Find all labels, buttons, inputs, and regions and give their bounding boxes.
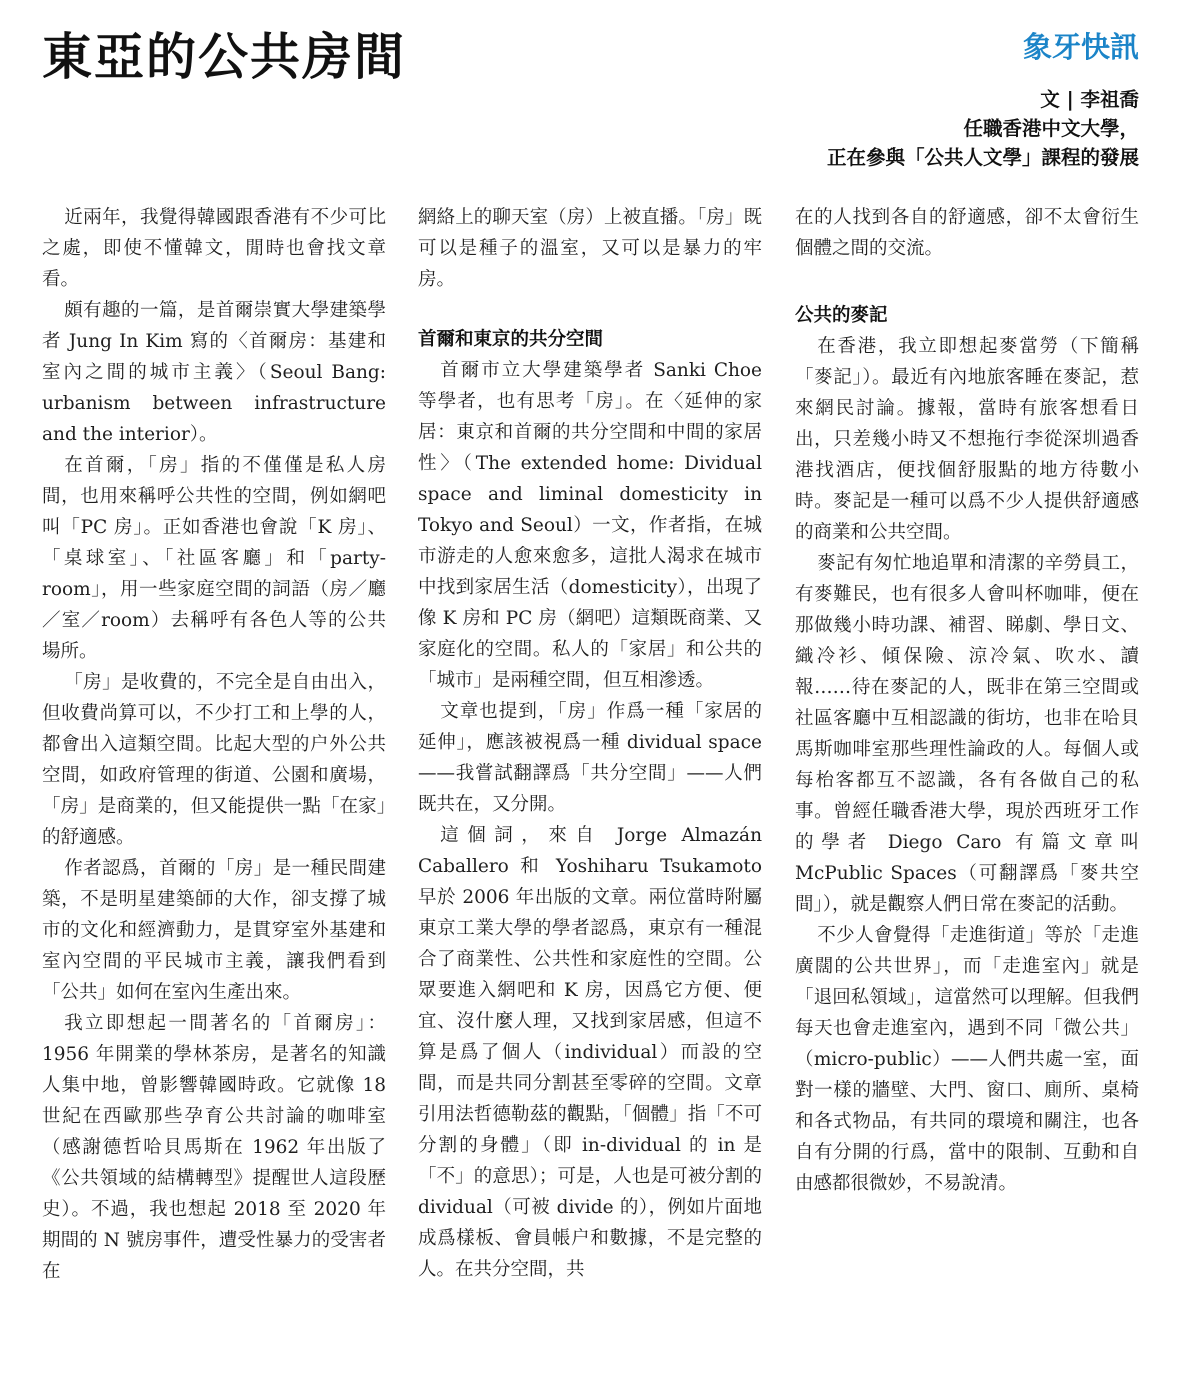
paragraph: 作者認爲，首爾的「房」是一種民間建築，不是明星建築師的大作，卻支撐了城市的文化和經濟動力，是貫穿室外基建和室內空間的平民城市主義，讓我們看到「公共」如何在室內生產出來。	[42, 858, 386, 1003]
byline-role-2: 正在參與「公共人文學」課程的發展	[826, 146, 1139, 169]
paragraph: 近兩年，我覺得韓國跟香港有不少可比之處，即使不懂韓文，閒時也會找文章看。	[42, 207, 386, 290]
byline-author: 文 | 李祖喬	[1040, 88, 1139, 111]
paragraph: 不少人會覺得「走進街道」等於「走進廣闊的公共世界」，而「走進室內」就是「退回私領域」，這當然可以理解。但我們每天也會走進室內，遇到不同「微公共」（micro-public）——人們共處一室，面對一樣的牆壁、大門、窗口、廁所、桌椅和各式物品，有共同的環境和關注，也各自有分開的行爲，當中的限制、互動和自由感都很微妙，不易說清。	[795, 925, 1139, 1194]
byline-role-1: 任職香港中文大學，	[963, 117, 1139, 140]
article-column-3	[795, 202, 1139, 1362]
section-heading: 公共的麥記	[795, 305, 888, 326]
article-column-2	[418, 202, 762, 1362]
paragraph: 文章也提到，「房」作爲一種「家居的延伸」，應該被視爲一種 dividual space ——我嘗試翻譯爲「共分空間」——人們既共在，又分開。	[418, 701, 762, 815]
section-heading: 首爾和東京的共分空間	[418, 329, 604, 350]
article-column-1	[42, 202, 386, 1362]
paragraph: 「房」是收費的，不完全是自由出入，但收費尚算可以，不少打工和上學的人，都會出入這類空間。比起大型的户外公共空間，如政府管理的街道、公園和廣場，「房」是商業的，但又能提供一點「在家」的舒適感。	[42, 672, 386, 848]
paragraph: 麥記有匆忙地追單和清潔的辛勞員工，有麥難民，也有很多人會叫杯咖啡，便在那做幾小時功課、補習、睇劇、學日文、織冷衫、傾保險、涼冷氣、吹水、讀報……待在麥記的人，既非在第三空間或社區客廳中互相認識的街坊，也非在哈貝馬斯咖啡室那些理性論政的人。每個人或每枱客都互不認識，各有各做自己的私事。曾經任職香港大學，現於西班牙工作的學者 Diego Caro 有篇文章叫 McPublic Spaces（可翻譯爲「麥共空間」），就是觀察人們日常在麥記的活動。	[795, 553, 1139, 915]
column-tag: 象牙快訊	[1022, 30, 1139, 64]
paragraph: 首爾市立大學建築學者 Sanki Choe 等學者，也有思考「房」。在〈延伸的家居：東京和首爾的共分空間和中間的家居性〉（The extended home: Dividual space and liminal domesticity in Tokyo and Seoul）一文，作者指，在城市游走的人愈來愈多，這批人渴求在城市中找到家居生活（domesticity），出現了像 K 房和 PC 房（網吧）這類既商業、又家庭化的空間。私人的「家居」和公共的「城市」是兩種空間，但互相滲透。	[418, 360, 762, 691]
headline: 東亞的公共房間	[42, 28, 406, 86]
byline	[827, 85, 1139, 172]
paragraph-continued: 網絡上的聊天室（房）上被直播。「房」既可以是種子的溫室，又可以是暴力的牢房。	[418, 207, 762, 290]
paragraph: 我立即想起一間著名的「首爾房」：1956 年開業的學林茶房，是著名的知識人集中地，曾影響韓國時政。它就像 18 世紀在西歐那些孕育公共討論的咖啡室（感謝德哲哈貝馬斯在 1962 年出版了《公共領域的結構轉型》提醒世人這段歷史）。不過，我也想起 2018 至 2020 年期間的 N 號房事件，遭受性暴力的受害者在	[42, 1013, 386, 1282]
paragraph: 頗有趣的一篇，是首爾崇實大學建築學者 Jung In Kim 寫的〈首爾房：基建和室內之間的城市主義〉（Seoul Bang: urbanism between infrastructure and the interior）。	[42, 300, 386, 445]
paragraph: 在香港，我立即想起麥當勞（下簡稱「麥記」）。最近有內地旅客睡在麥記，惹來網民討論。據報，當時有旅客想看日出，只差幾小時又不想拖行李從深圳過香港找酒店，便找個舒服點的地方待數小時。麥記是一種可以爲不少人提供舒適感的商業和公共空間。	[795, 336, 1139, 543]
paragraph: 在首爾，「房」指的不僅僅是私人房間，也用來稱呼公共性的空間，例如網吧叫「PC 房」。正如香港也會說「K 房」、「桌球室」、「社區客廳」和「party-room」，用一些家庭空間的詞語（房／廳／室／room）去稱呼有各色人等的公共場所。	[42, 455, 386, 662]
paragraph-continued: 在的人找到各自的舒適感，卻不太會衍生個體之間的交流。	[795, 207, 1139, 259]
paragraph: 這個詞，來自 Jorge Almazán Caballero 和 Yoshiharu Tsukamoto 早於 2006 年出版的文章。兩位當時附屬東京工業大學的學者認爲，東京有一種混合了商業性、公共性和家庭性的空間。公眾要進入網吧和 K 房，因爲它方便、便宜、沒什麼人理，又找到家居感，但這不算是爲了個人（individual）而設的空間，而是共同分割甚至零碎的空間。文章引用法哲德勒茲的觀點，「個體」指「不可分割的身體」（即 in-dividual 的 in 是「不」的意思）；可是，人也是可被分割的 dividual（可被 divide 的），例如片面地成爲樣板、會員帳户和數據，不是完整的人。在共分空間，共	[418, 825, 762, 1280]
